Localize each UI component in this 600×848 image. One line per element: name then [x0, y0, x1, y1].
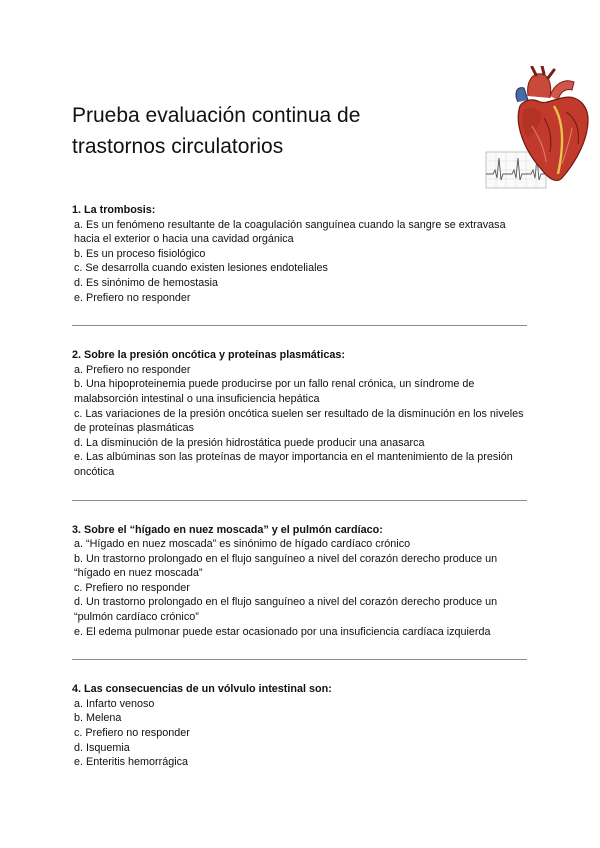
- option-b: b. Una hipoproteinemia puede producirse por un fallo renal crónica, un síndrome de malabsorción intestinal o una insuficiencia hepática: [74, 378, 475, 405]
- option-a: a. Es un fenómeno resultante de la coagulación sanguínea cuando la sangre se extravasa hacia el exterior o hacia una cavidad orgánica: [74, 218, 506, 246]
- option-d: d. Isquemia: [74, 741, 130, 754]
- option-c: c. Prefiero no responder: [74, 581, 190, 594]
- question-1: [72, 203, 527, 305]
- question-4: [72, 682, 527, 770]
- option-e: e. El edema pulmonar puede estar ocasionado por una insuficiencia cardíaca izquierda: [74, 625, 491, 638]
- divider: [72, 325, 527, 326]
- option-e: e. Enteritis hemorrágica: [74, 756, 189, 769]
- option-b: b. Un trastorno prolongado en el flujo sanguíneo a nivel del corazón derecho produce un “hígado en nuez moscada”: [74, 552, 498, 580]
- question-title: 3. Sobre el “hígado en nuez moscada” y el pulmón cardíaco:: [72, 523, 383, 536]
- divider: [72, 500, 527, 501]
- question-title: 2. Sobre la presión oncótica y proteínas plasmáticas:: [72, 349, 346, 362]
- document-title: Prueba evaluación continua de trastornos circulatorios: [72, 104, 361, 159]
- question-title: 4. Las consecuencias de un vólvulo intestinal son:: [72, 683, 332, 696]
- questions-list: [72, 203, 527, 770]
- divider: [72, 659, 527, 660]
- option-e: e. Las albúminas son las proteínas de mayor importancia en el mantenimiento de la presión oncótica: [74, 451, 513, 478]
- question-2: [72, 348, 527, 479]
- option-a: a. Infarto venoso: [74, 697, 155, 710]
- option-a: a. Prefiero no responder: [74, 363, 191, 376]
- question-title: 1. La trombosis:: [72, 204, 156, 216]
- option-d: d. Es sinónimo de hemostasia: [74, 276, 219, 289]
- question-3: [72, 523, 527, 640]
- option-a: a. “Hígado en nuez moscada” es sinónimo de hígado cardíaco crónico: [74, 538, 411, 551]
- heart-illustration: [484, 66, 600, 196]
- option-d: d. La disminución de la presión hidrostática puede producir una anasarca: [74, 436, 425, 449]
- option-e: e. Prefiero no responder: [74, 291, 191, 304]
- option-b: b. Es un proceso fisiológico: [74, 247, 206, 260]
- option-c: c. Las variaciones de la presión oncótica suelen ser resultado de la disminución en los niveles de proteínas plasmáticas: [74, 407, 524, 435]
- heart-vessels: [516, 66, 574, 102]
- option-c: c. Prefiero no responder: [74, 727, 190, 740]
- option-b: b. Melena: [74, 712, 122, 725]
- option-c: c. Se desarrolla cuando existen lesiones endoteliales: [74, 262, 328, 275]
- option-d: d. Un trastorno prolongado en el flujo sanguíneo a nivel del corazón derecho produce un “pulmón cardíaco crónico”: [74, 596, 498, 624]
